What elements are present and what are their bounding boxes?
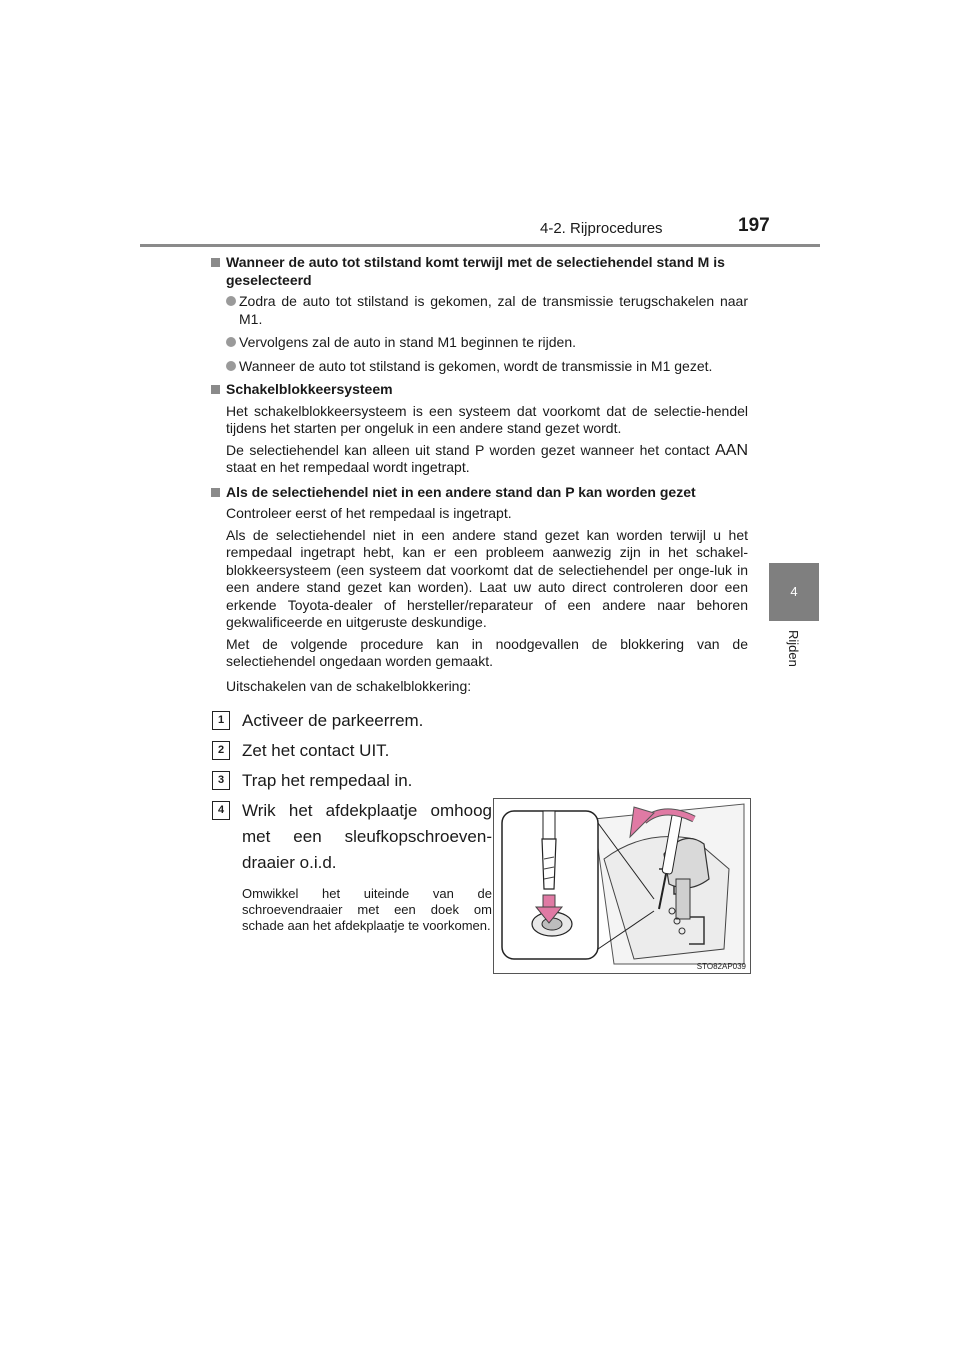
- aan-label: AAN: [715, 441, 749, 459]
- step-2: 2 Zet het contact UIT.: [210, 738, 770, 764]
- header-rule: [140, 244, 820, 247]
- section-heading-m-stand: Wanneer de auto tot stilstand komt terwijl met de selectiehendel stand M is geselecteerd: [210, 254, 748, 289]
- step-4-text: Wrik het afdekplaatje omhoog met een sleufkopschroeven-draaier o.i.d.: [242, 801, 492, 872]
- paragraph: Controleer eerst of het rempedaal is ingetrapt.: [226, 505, 512, 521]
- step-number-icon: 4: [212, 801, 230, 820]
- section-heading-niet-andere-stand: Als de selectiehendel niet in een andere stand dan P kan worden gezet: [210, 484, 748, 502]
- step-4-note: Omwikkel het uiteinde van de schroevendraaier met een doek om schade aan het afdekplaatje te voorkomen.: [242, 886, 492, 933]
- bullet-item: Vervolgens zal de auto in stand M1 beginnen te rijden.: [210, 334, 748, 352]
- square-bullet-icon: [211, 385, 220, 394]
- step-1: 1 Activeer de parkeerrem.: [210, 708, 770, 734]
- chapter-tab: 4: [769, 563, 819, 621]
- paragraph: Als de selectiehendel niet in een andere stand gezet kan worden terwijl u het rempedaal ingetrapt hebt, kan er een probleem aanwezig zijn in het schakel-blokkeersysteem (een systeem dat voorkomt dat de selectiehendel per onge-luk in een andere stand gezet kan worden). Laat uw auto direct controleren door een erkende Toyota-dealer of hersteller/reparateur of een andere naar behoren gekwalificeerde en uitgeruste deskundige.: [226, 526, 748, 630]
- figure-id: STO82AP039: [696, 962, 746, 971]
- step-number-icon: 2: [212, 741, 230, 760]
- bullet-dot-icon: [226, 337, 236, 347]
- step-number-icon: 3: [212, 771, 230, 790]
- shift-lever-cover-drawing: [494, 799, 750, 973]
- step-number-icon: 1: [212, 711, 230, 730]
- bullet-item: Wanneer de auto tot stilstand is gekomen, wordt de transmissie in M1 gezet.: [210, 358, 748, 376]
- paragraph: De selectiehendel kan alleen uit stand P worden gezet wanneer het contact AAN staat en het rempedaal wordt ingetrapt.: [226, 441, 749, 475]
- step-3: 3 Trap het rempedaal in.: [210, 768, 770, 794]
- paragraph: Met de volgende procedure kan in noodgevallen de blokkering van de selectiehendel ongedaan worden gemaakt.: [226, 635, 748, 669]
- bullet-item: Zodra de auto tot stilstand is gekomen, zal de transmissie terugschakelen naar M1.: [210, 293, 748, 328]
- page-number: 197: [738, 215, 770, 236]
- header-section-title: 4-2. Rijprocedures: [540, 220, 663, 237]
- square-bullet-icon: [211, 258, 220, 267]
- bullet-dot-icon: [226, 361, 236, 371]
- square-bullet-icon: [211, 488, 220, 497]
- section-heading-schakelblokkeer: Schakelblokkeersysteem: [210, 381, 748, 399]
- paragraph: Het schakelblokkeersysteem is een systeem dat voorkomt dat de selectie-hendel tijdens het starten per ongeluk in een andere stand gezet wordt.: [226, 402, 748, 436]
- paragraph: Uitschakelen van de schakelblokkering:: [226, 677, 472, 694]
- bullet-dot-icon: [226, 296, 236, 306]
- screwdriver-illustration: [493, 798, 751, 974]
- chapter-label: Rijden: [786, 630, 801, 667]
- main-content: [210, 254, 748, 699]
